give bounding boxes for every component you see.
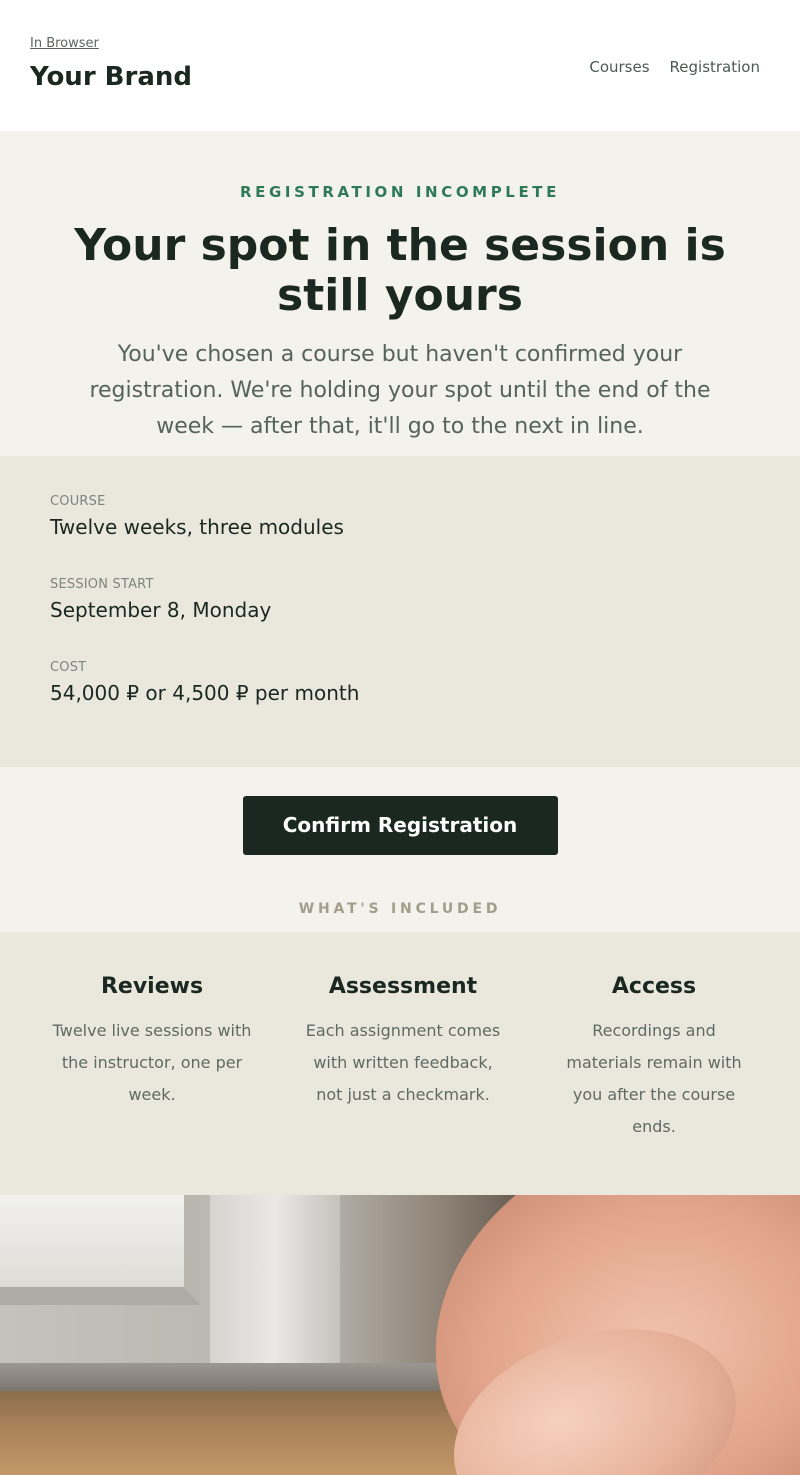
- detail-label: COURSE: [50, 494, 106, 509]
- detail-course: [50, 494, 750, 539]
- course-details: [0, 456, 800, 767]
- feature-title: Access: [611, 974, 697, 999]
- brand-logo: Your Brand: [30, 62, 192, 92]
- nav-link-courses[interactable]: Courses: [589, 58, 650, 76]
- nav-link-registration[interactable]: Registration: [669, 58, 760, 76]
- hand-with-pencil-photo: [0, 1195, 800, 1475]
- detail-value: 54,000 ₽ or 4,500 ₽ per month: [50, 681, 360, 705]
- confirm-registration-button[interactable]: Confirm Registration: [243, 796, 558, 855]
- feature-text: Each assignment comes with written feedback, not just a checkmark.: [305, 1021, 501, 1104]
- cta-section: [0, 767, 800, 932]
- email-header: [0, 0, 800, 131]
- features-row: [0, 932, 800, 1195]
- photo-window-light: [210, 1195, 340, 1370]
- detail-value: September 8, Monday: [50, 598, 272, 622]
- hero-intro: You've chosen a course but haven't confirmed your registration. We're holding your spot until the end of the week — after that, it'll go to the next in line.: [89, 342, 711, 439]
- hero-eyebrow: REGISTRATION INCOMPLETE: [240, 183, 560, 201]
- feature-title: Reviews: [100, 974, 204, 999]
- included-section-title: WHAT'S INCLUDED: [298, 901, 502, 917]
- hero-headline: Your spot in the session is still yours: [74, 220, 726, 321]
- feature-title: Assessment: [328, 974, 478, 999]
- detail-session-start: [50, 577, 750, 622]
- feature-text: Recordings and materials remain with you after the course ends.: [566, 1021, 742, 1136]
- feature-assessment: [303, 974, 503, 1195]
- hero-section: [0, 131, 800, 456]
- detail-cost: [50, 660, 750, 705]
- view-in-browser-link[interactable]: In Browser: [30, 36, 99, 51]
- header-nav: [589, 58, 760, 76]
- feature-text: Twelve live sessions with the instructor, one per week.: [52, 1021, 252, 1104]
- detail-value: Twelve weeks, three modules: [50, 515, 344, 539]
- photo-window: [0, 1195, 200, 1305]
- feature-access: [554, 974, 754, 1195]
- detail-label: COST: [50, 660, 87, 675]
- feature-reviews: [52, 974, 252, 1195]
- detail-label: SESSION START: [50, 577, 154, 592]
